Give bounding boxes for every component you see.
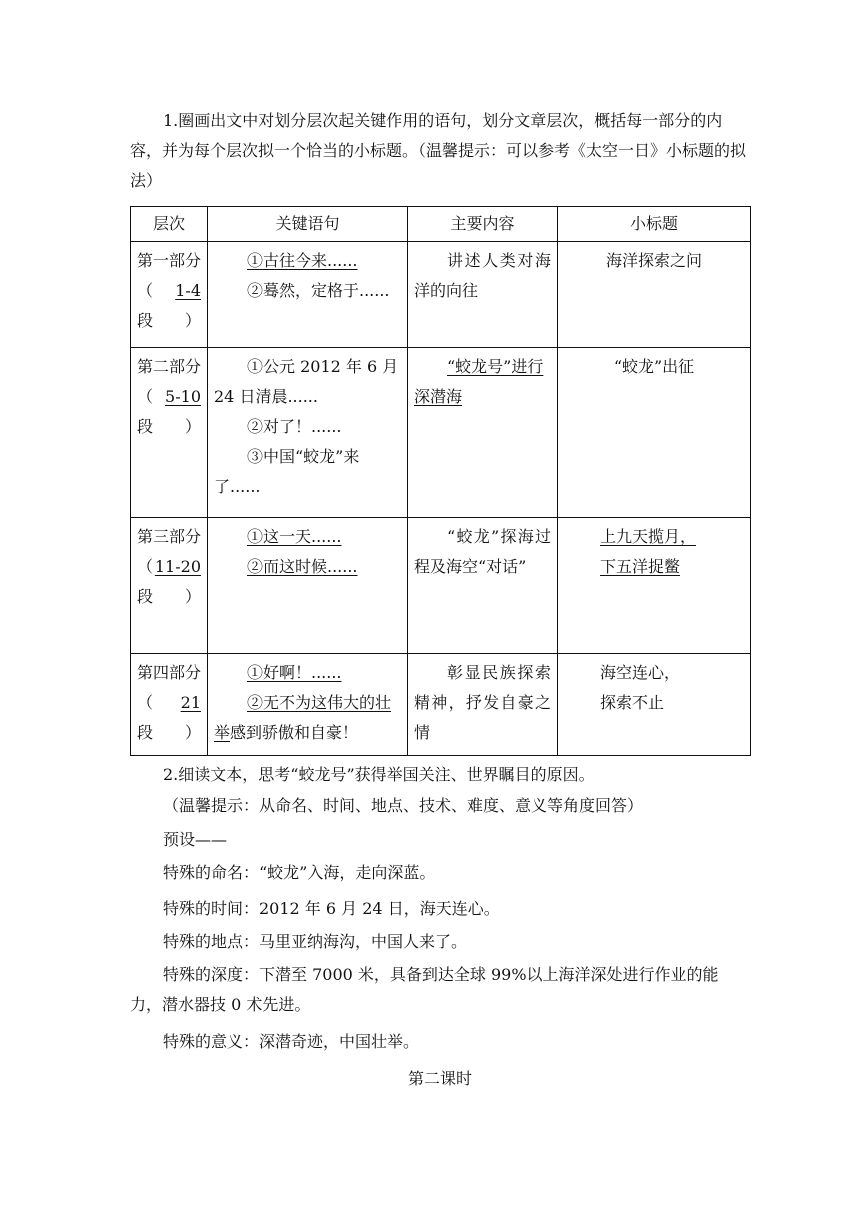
question-2-hint: （温馨提示：从命名、时间、地点、技术、难度、意义等角度回答） [163, 796, 644, 815]
content-cell: “蛟龙号”进行深潜海 [408, 348, 558, 518]
preset-label: 预设—— [163, 830, 228, 849]
key-sentence-cell: ①公元 2012 年 6 月 24 日清晨...... ②对了！...... ③中国“蛟龙”来了...... [208, 348, 408, 518]
lesson-title: 第二课时 [407, 1069, 472, 1088]
question-2-text: 2.细读文本，思考“蛟龙号”获得举国关注、世界瞩目的原因。 [163, 765, 595, 784]
table-row [131, 242, 751, 348]
layer-cell: 第三部分（11-20段） [131, 518, 208, 654]
layers-table [130, 206, 751, 756]
answer-depth: 特殊的深度：下潜至 7000 米，具备到达全球 99%以上海洋深处进行作业的能力，潜水器技 0 术先进。 [130, 965, 719, 1014]
answer-place: 特殊的地点：马里亚纳海沟，中国人来了。 [163, 932, 468, 951]
table-row [131, 348, 751, 518]
answer-naming: 特殊的命名：“蛟龙”入海，走向深蓝。 [163, 863, 436, 882]
layer-cell: 第四部分（21段） [131, 654, 208, 756]
subtitle-cell: 海空连心， 探索不止 [558, 654, 751, 756]
header-layer: 层次 [131, 207, 208, 242]
content-cell: 讲述人类对海洋的向往 [408, 242, 558, 348]
subtitle-cell: “蛟龙”出征 [558, 348, 751, 518]
answer-meaning: 特殊的意义：深潜奇迹，中国壮举。 [163, 1032, 420, 1051]
key-sentence-cell: ①好啊！...... ②无不为这伟大的壮举感到骄傲和自豪！ [208, 654, 408, 756]
layer-cell: 第一部分（1-4段） [131, 242, 208, 348]
answer-time: 特殊的时间：2012 年 6 月 24 日，海天连心。 [163, 899, 500, 918]
subtitle-cell: 海洋探索之问 [558, 242, 751, 348]
content-cell: 彰显民族探索精神，抒发自豪之情 [408, 654, 558, 756]
key-sentence-cell: ①古往今来...... ②蓦然，定格于...... [208, 242, 408, 348]
header-key-sentence: 关键语句 [208, 207, 408, 242]
layer-cell: 第二部分（5-10段） [131, 348, 208, 518]
header-subtitle: 小标题 [558, 207, 751, 242]
table-row [131, 654, 751, 756]
subtitle-cell: 上九天揽月， 下五洋捉鳖 [558, 518, 751, 654]
table-row [131, 518, 751, 654]
key-sentence-cell: ①这一天...... ②而这时候...... [208, 518, 408, 654]
header-main-content: 主要内容 [408, 207, 558, 242]
content-cell: “蛟龙”探海过程及海空“对话” [408, 518, 558, 654]
table-header-row [131, 207, 751, 242]
question-1-text: 1.圈画出文中对划分层次起关键作用的语句，划分文章层次，概括每一部分的内容，并为每个层次拟一个恰当的小标题。（温馨提示：可以参考《太空一日》小标题的拟法） [130, 111, 747, 190]
